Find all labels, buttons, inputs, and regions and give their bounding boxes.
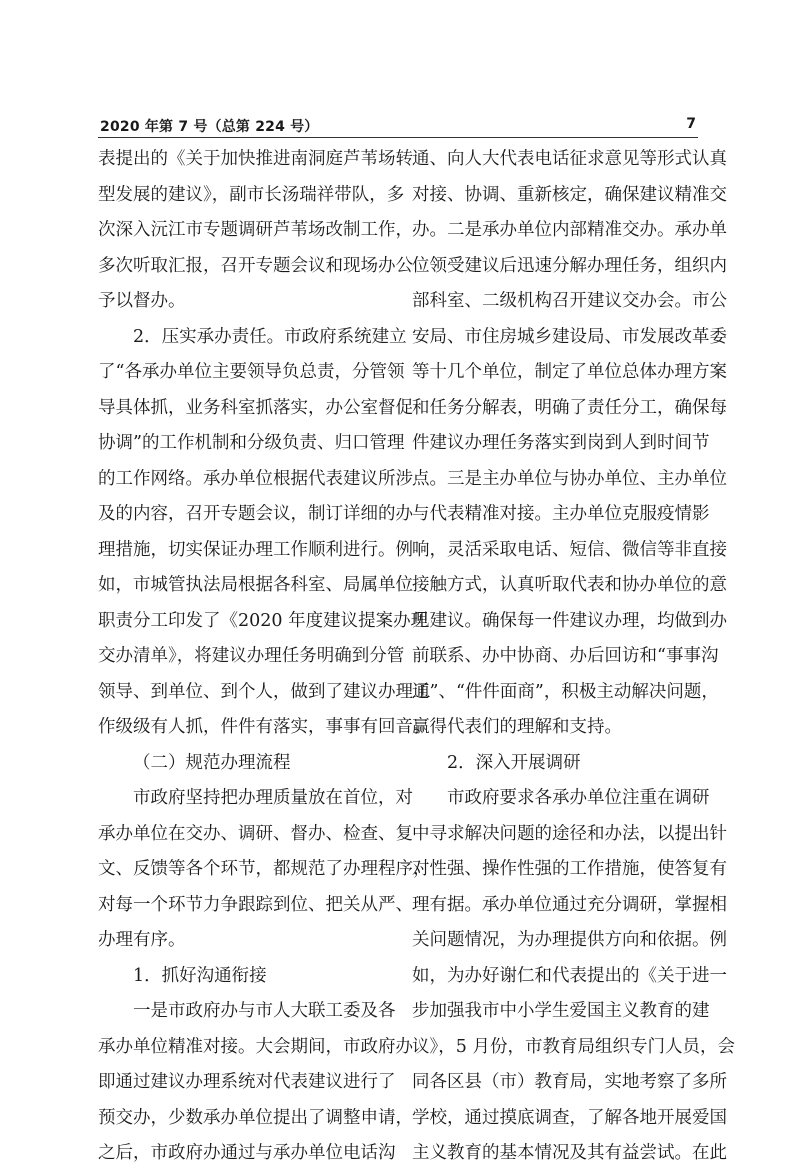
text-line: 与代表精准对接。主办单位克服疫情影 [412, 504, 710, 524]
text-line: 多次听取汇报，召开专题会议和现场办公 [98, 255, 413, 276]
text-line: 件建议办理任务落实到岗到人到时间节 [412, 433, 710, 453]
text-line: 2．深入开展调研 [447, 752, 581, 773]
text-line: 通、向人大代表电话征求意见等形式认真 [412, 149, 727, 169]
text-line: 承办单位精准对接。大会期间，市政府办 [98, 1036, 413, 1057]
text-line: 见建议。确保每一件建议办理，均做到办 [412, 610, 727, 631]
text-line: 安局、市住房城乡建设局、市发展改革委 [412, 326, 727, 347]
text-line: 的工作网络。承办单位根据代表建议所涉 [98, 468, 413, 489]
text-line: 市政府要求各承办单位注重在调研 [447, 788, 710, 808]
text-line: 协调”的工作机制和分级负责、归口管理 [98, 433, 405, 453]
text-line: 导具体抓，业务科室抓落实，办公室督促 [98, 397, 413, 418]
text-line: 次深入沅江市专题调研芦苇场改制工作， [98, 220, 413, 240]
text-line: 同各区县（市）教育局，实地考察了多所 [412, 1072, 727, 1092]
text-line: 主义教育的基本情况及其有益尝试。在此 [412, 1143, 727, 1163]
text-line: 和任务分解表，明确了责任分工，确保每 [412, 397, 727, 418]
text-line: 及的内容，召开专题会议，制订详细的办 [98, 504, 413, 524]
text-line: 职责分工印发了《2020 年度建议提案办理 [98, 610, 429, 631]
text-line: 等十几个单位，制定了单位总体办理方案 [412, 362, 727, 382]
text-line: 作级级有人抓，件件有落实，事事有回音。 [98, 717, 431, 737]
text-line: 了“各承办单位主要领导负总责，分管领 [98, 362, 405, 382]
text-line: 对接、协调、重新核定，确保建议精准交 [412, 184, 727, 205]
text-line: 对性强、操作性强的工作措施，使答复有 [412, 859, 727, 879]
journal-issue: 2020 年第 7 号（总第 224 号） [100, 119, 319, 135]
text-line: 赢得代表们的理解和支持。 [412, 717, 622, 737]
text-line: 步加强我市中小学生爱国主义教育的建 [412, 1001, 710, 1021]
text-line: 如，为办好谢仁和代表提出的《关于进一 [412, 965, 727, 986]
text-line: 关问题情况，为办理提供方向和依据。例 [412, 930, 727, 950]
text-line: 表提出的《关于加快推进南洞庭芦苇场转 [98, 149, 413, 169]
right-column [412, 142, 735, 1172]
text-line: 如，市城管执法局根据各科室、局属单位 [98, 575, 413, 595]
text-line: 理有据。承办单位通过充分调研，掌握相 [412, 894, 727, 915]
text-line: 学校，通过摸底调查，了解各地开展爱国 [412, 1107, 727, 1128]
text-line: 之后，市政府办通过与承办单位电话沟 [98, 1143, 396, 1163]
text-line: 领导、到单位、到个人，做到了建议办理工 [98, 681, 431, 702]
text-line: 一是市政府办与市人大联工委及各 [133, 1001, 396, 1021]
running-header [100, 116, 696, 136]
text-line: 预交办，少数承办单位提出了调整申请， [98, 1107, 413, 1128]
header-rule [98, 137, 698, 138]
text-line: 接触方式，认真听取代表和协办单位的意 [412, 575, 727, 595]
section-heading: （二）规范办理流程 [133, 752, 291, 773]
text-line: 2．压实承办责任。市政府系统建立 [133, 326, 407, 347]
text-line: 理措施，切实保证办理工作顺利进行。例 [98, 539, 413, 560]
text-line: 予以督办。 [98, 291, 186, 311]
text-line: 议》，5 月份，市教育局组织专门人员，会 [412, 1036, 735, 1057]
text-line: 即通过建议办理系统对代表建议进行了 [98, 1072, 396, 1092]
text-line: 点。三是主办单位与协办单位、主办单位 [412, 468, 727, 489]
text-line: 通”、“件件面商”，积极主动解决问题， [412, 681, 719, 702]
text-line: 1．抓好沟通衔接 [133, 965, 267, 986]
text-line: 承办单位在交办、调研、督办、检查、复 [98, 823, 413, 844]
text-line: 前联系、办中协商、办后回访和“事事沟 [412, 646, 719, 666]
text-line: 交办清单》，将建议办理任务明确到分管 [98, 646, 405, 666]
text-line: 位领受建议后迅速分解办理任务，组织内 [412, 255, 727, 276]
text-line: 对每一个环节力争跟踪到位、把关从严、 [98, 894, 413, 915]
text-line: 部科室、二级机构召开建议交办会。市公 [412, 291, 727, 311]
text-line: 中寻求解决问题的途径和办法，以提出针 [412, 823, 727, 844]
text-line: 响，灵活采取电话、短信、微信等非直接 [412, 539, 727, 560]
page-number: 7 [686, 116, 696, 132]
text-line: 文、反馈等各个环节，都规范了办理程序， [98, 859, 431, 879]
text-line: 型发展的建议》，副市长汤瑞祥带队，多 [98, 184, 405, 205]
text-line: 市政府坚持把办理质量放在首位，对 [133, 788, 413, 808]
left-column [98, 142, 431, 1172]
text-line: 办理有序。 [98, 930, 186, 950]
text-line: 办。二是承办单位内部精准交办。承办单 [412, 220, 727, 240]
